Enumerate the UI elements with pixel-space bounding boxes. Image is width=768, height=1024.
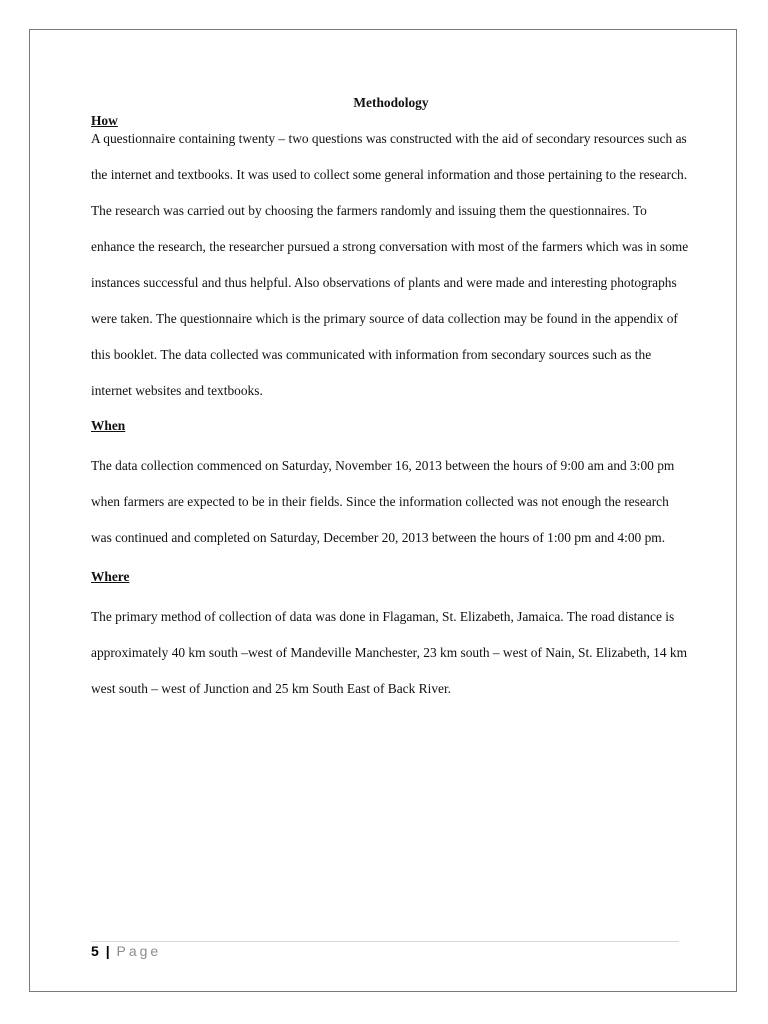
page-number: 5 <box>91 943 101 959</box>
section-heading-when: When <box>91 418 126 433</box>
section-heading-how: How <box>91 113 118 128</box>
footer-divider <box>91 941 679 942</box>
section-paragraph-where: The primary method of collection of data was done in Flagaman, St. Elizabeth, Jamaica. The road distance is approximately 40 km south –west of Mandeville Manchester, 23 km south – west of Nain, St. Elizabeth, 14 km west south – west of Junction and 25 km South East of Back River. <box>91 609 687 696</box>
footer-separator: | <box>105 943 112 959</box>
section-heading-where: Where <box>91 569 130 584</box>
page-label: Page <box>116 943 162 959</box>
document-page <box>29 29 737 992</box>
section-paragraph-when: The data collection commenced on Saturday, November 16, 2013 between the hours of 9:00 am and 3:00 pm when farmers are expected to be in their fields. Since the information collected was not enough the research was continued and completed on Saturday, December 20, 2013 between the hours of 1:00 pm and 4:00 pm. <box>91 458 675 545</box>
section-paragraph-how: A questionnaire containing twenty – two questions was constructed with the aid of secondary resources such as the internet and textbooks. It was used to collect some general information and those pertaining to the research. The research was carried out by choosing the farmers randomly and issuing them the questionnaires. To enhance the research, the researcher pursued a strong conversation with most of the farmers which was in some instances successful and thus helpful. Also observations of plants and were made and interesting photographs were taken. The questionnaire which is the primary source of data collection may be found in the appendix of this booklet. The data collected was communicated with information from secondary sources such as the internet websites and textbooks. <box>91 131 689 398</box>
document-body <box>91 94 691 707</box>
page-footer <box>91 943 161 959</box>
document-title: Methodology <box>353 95 429 110</box>
